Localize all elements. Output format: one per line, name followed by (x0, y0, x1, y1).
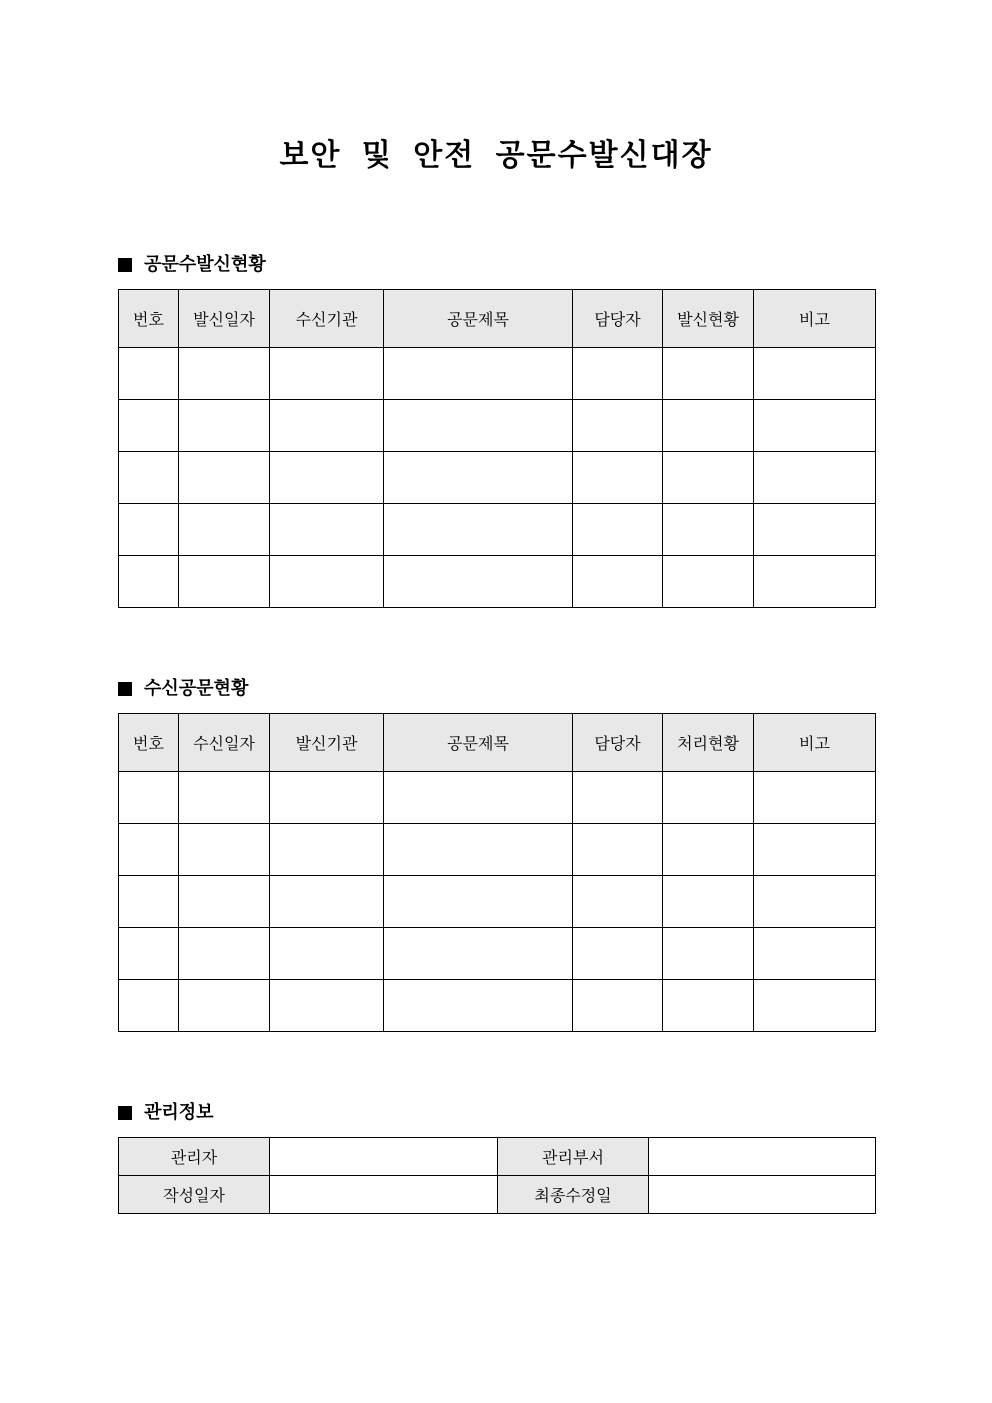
table-cell[interactable] (179, 556, 270, 608)
table-row (119, 556, 876, 608)
column-header-receiving-agency: 수신기관 (270, 290, 384, 348)
table-cell[interactable] (119, 452, 179, 504)
manager-label: 관리자 (119, 1138, 270, 1176)
column-header-received-date: 수신일자 (179, 714, 270, 772)
sent-section-title: 공문수발신현황 (144, 254, 266, 275)
column-header-sending-agency: 발신기관 (270, 714, 384, 772)
table-cell[interactable] (179, 504, 270, 556)
table-cell[interactable] (270, 348, 384, 400)
table-cell[interactable] (119, 824, 179, 876)
table-cell[interactable] (119, 504, 179, 556)
table-row (119, 1138, 876, 1176)
table-row (119, 348, 876, 400)
table-cell[interactable] (179, 452, 270, 504)
department-label: 관리부서 (498, 1138, 649, 1176)
table-cell[interactable] (119, 772, 179, 824)
table-cell[interactable] (663, 876, 754, 928)
last-modified-label: 최종수정일 (498, 1176, 649, 1214)
square-bullet-icon (118, 682, 132, 696)
table-cell[interactable] (754, 876, 876, 928)
table-header-row (119, 714, 876, 772)
table-cell[interactable] (573, 980, 663, 1032)
management-info-table (118, 1137, 876, 1214)
table-cell[interactable] (384, 980, 573, 1032)
table-cell[interactable] (119, 348, 179, 400)
table-header-row (119, 290, 876, 348)
table-cell[interactable] (270, 504, 384, 556)
table-row (119, 772, 876, 824)
table-cell[interactable] (384, 452, 573, 504)
column-header-sent-date: 발신일자 (179, 290, 270, 348)
table-cell[interactable] (663, 928, 754, 980)
column-header-processing-status: 처리현황 (663, 714, 754, 772)
received-log-table (118, 713, 876, 1032)
created-date-label: 작성일자 (119, 1176, 270, 1214)
table-cell[interactable] (754, 772, 876, 824)
table-cell[interactable] (384, 876, 573, 928)
table-cell[interactable] (573, 928, 663, 980)
column-header-person-in-charge: 담당자 (573, 714, 663, 772)
table-cell[interactable] (270, 876, 384, 928)
column-header-number: 번호 (119, 290, 179, 348)
sent-section-heading (118, 253, 266, 277)
column-header-subject: 공문제목 (384, 714, 573, 772)
table-row (119, 504, 876, 556)
table-cell[interactable] (270, 556, 384, 608)
created-date-value[interactable] (270, 1176, 498, 1214)
table-cell[interactable] (384, 400, 573, 452)
table-cell[interactable] (663, 348, 754, 400)
table-cell[interactable] (573, 348, 663, 400)
document-title: 보안 및 안전 공문수발신대장 (279, 138, 713, 173)
table-row (119, 876, 876, 928)
table-cell[interactable] (119, 876, 179, 928)
table-cell[interactable] (663, 556, 754, 608)
column-header-person-in-charge: 담당자 (573, 290, 663, 348)
table-cell[interactable] (179, 348, 270, 400)
table-cell[interactable] (663, 452, 754, 504)
manager-value[interactable] (270, 1138, 498, 1176)
table-row (119, 1176, 876, 1214)
table-row (119, 824, 876, 876)
table-cell[interactable] (179, 400, 270, 452)
table-cell[interactable] (384, 504, 573, 556)
table-cell[interactable] (754, 980, 876, 1032)
table-cell[interactable] (179, 928, 270, 980)
table-cell[interactable] (119, 400, 179, 452)
management-section-heading (118, 1101, 214, 1125)
table-cell[interactable] (270, 400, 384, 452)
table-cell[interactable] (270, 772, 384, 824)
table-cell[interactable] (573, 452, 663, 504)
table-cell[interactable] (663, 772, 754, 824)
table-cell[interactable] (384, 556, 573, 608)
column-header-sent-status: 발신현황 (663, 290, 754, 348)
table-row (119, 400, 876, 452)
table-cell[interactable] (270, 452, 384, 504)
table-cell[interactable] (179, 980, 270, 1032)
table-cell[interactable] (384, 824, 573, 876)
table-cell[interactable] (573, 556, 663, 608)
column-header-subject: 공문제목 (384, 290, 573, 348)
table-cell[interactable] (270, 980, 384, 1032)
table-cell[interactable] (663, 400, 754, 452)
table-cell[interactable] (754, 504, 876, 556)
table-row (119, 980, 876, 1032)
table-cell[interactable] (754, 928, 876, 980)
table-cell[interactable] (573, 400, 663, 452)
table-cell[interactable] (119, 980, 179, 1032)
table-cell[interactable] (179, 824, 270, 876)
table-row (119, 928, 876, 980)
table-cell[interactable] (754, 556, 876, 608)
table-cell[interactable] (384, 928, 573, 980)
table-cell[interactable] (573, 876, 663, 928)
table-cell[interactable] (754, 824, 876, 876)
table-cell[interactable] (663, 980, 754, 1032)
table-cell[interactable] (573, 504, 663, 556)
table-cell[interactable] (754, 348, 876, 400)
column-header-remarks: 비고 (754, 714, 876, 772)
table-cell[interactable] (179, 876, 270, 928)
table-cell[interactable] (754, 452, 876, 504)
table-row (119, 452, 876, 504)
table-cell[interactable] (663, 504, 754, 556)
table-cell[interactable] (270, 824, 384, 876)
table-cell[interactable] (663, 824, 754, 876)
square-bullet-icon (118, 1106, 132, 1120)
table-cell[interactable] (384, 348, 573, 400)
table-cell[interactable] (754, 400, 876, 452)
sent-log-table (118, 289, 876, 608)
department-value[interactable] (649, 1138, 876, 1176)
table-cell[interactable] (179, 772, 270, 824)
management-section-title: 관리정보 (144, 1102, 214, 1123)
received-section-heading (118, 677, 248, 701)
table-cell[interactable] (573, 772, 663, 824)
received-section-title: 수신공문현황 (144, 678, 249, 699)
last-modified-value[interactable] (649, 1176, 876, 1214)
table-cell[interactable] (384, 772, 573, 824)
table-cell[interactable] (119, 928, 179, 980)
table-cell[interactable] (270, 928, 384, 980)
column-header-remarks: 비고 (754, 290, 876, 348)
square-bullet-icon (118, 258, 132, 272)
table-cell[interactable] (573, 824, 663, 876)
table-cell[interactable] (119, 556, 179, 608)
column-header-number: 번호 (119, 714, 179, 772)
